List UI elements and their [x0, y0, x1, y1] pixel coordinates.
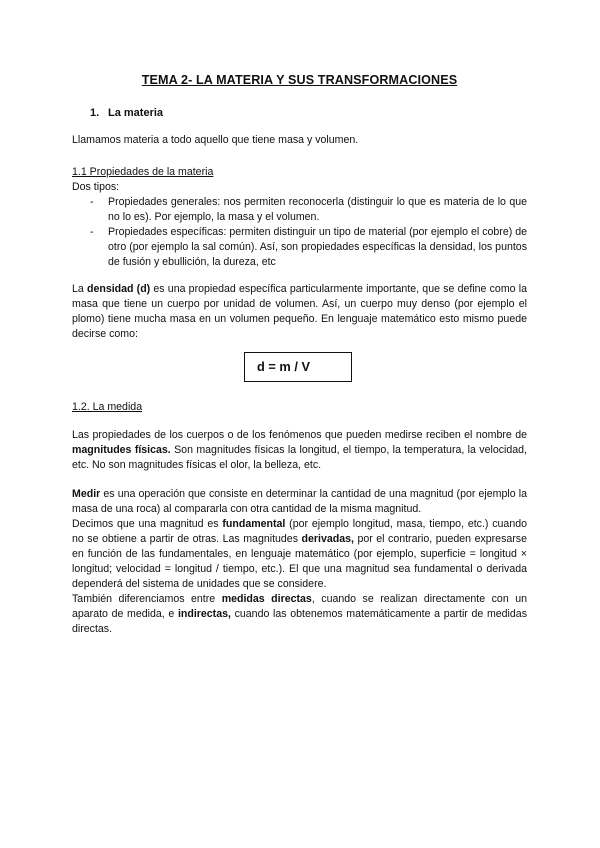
density-term: densidad (d)	[86, 283, 151, 295]
subsection-heading-properties: 1.1 Propiedades de la materia	[72, 166, 214, 178]
indirectas-text-post: cuando las obtenemos matemáticamente a partir de medidas directas.	[72, 608, 527, 635]
directas-term: medidas directas	[221, 593, 312, 605]
density-formula-box: d = m / V	[244, 352, 352, 382]
list-dash: -	[90, 226, 94, 238]
directas-text-mid: , cuando se realizan directamente con un aparato de medida, e	[72, 593, 528, 620]
density-paragraph	[72, 282, 527, 342]
fundamental-term: fundamental	[222, 518, 286, 530]
magnitudes-text-pre: Las propiedades de los cuerpos o de los fenómenos que pueden medirse reciben el nombre de	[72, 429, 527, 441]
document-title: TEMA 2- LA MATERIA Y SUS TRANSFORMACIONES	[141, 73, 458, 87]
list-item-text: Propiedades generales: nos permiten reconocerla (distinguir lo que es materia de lo que no lo es). Por ejemplo, la masa y el volumen.	[108, 196, 527, 223]
density-text-post: es una propiedad específica particularmente importante, que se define como la masa que tiene un cuerpo por unidad de volumen. Así, un cuerpo muy denso (por ejemplo el plomo) tiene mucha masa en un volumen pequeño. En lenguaje matemático esto mismo puede decirse como:	[72, 283, 527, 340]
section-number: 1.	[90, 107, 100, 119]
directas-text-pre: También diferenciamos entre	[72, 593, 222, 605]
magnitudes-text-post: Son magnitudes físicas la longitud, el tiempo, la temperatura, la velocidad, etc. No son magnitudes físicas el olor, la belleza, etc.	[72, 444, 527, 471]
medir-text: es una operación que consiste en determinar la cantidad de una magnitud (por ejemplo la masa de una roca) al compararla con otra cantidad de la misma magnitud.	[72, 488, 527, 515]
derivadas-term: derivadas,	[301, 533, 354, 545]
properties-list	[72, 195, 527, 270]
measure-paragraph	[72, 487, 527, 637]
fundamental-text-pre: Decimos que una magnitud es	[72, 518, 223, 530]
subsection-heading-measure: 1.2. La medida	[72, 401, 143, 413]
fundamental-text-mid: (por ejemplo longitud, masa, tiempo, etc.) cuando no se obtiene a partir de otras. Las magnitudes	[72, 518, 527, 545]
density-text-pre: La	[72, 283, 87, 295]
list-item-text: Propiedades específicas: permiten distinguir un tipo de material (por ejemplo el cobre) de otro (por ejemplo la sal común). Así, son propiedades específicas la densidad, los puntos de fusión y ebullición, la dureza, etc	[108, 226, 527, 268]
magnitudes-term: magnitudes físicas.	[72, 444, 171, 456]
section-heading-text: La materia	[108, 107, 164, 119]
list-dash: -	[90, 196, 94, 208]
medir-term: Medir	[72, 488, 101, 500]
list-item	[72, 225, 527, 270]
indirectas-term: indirectas,	[177, 608, 231, 620]
derivadas-text-post: por el contrario, pueden expresarse en función de las fundamentales, en lenguaje matemático (por ejemplo, superficie = longitud × longitud; velocidad = longitud / tiempo, etc.). El que una magnitud sea fundamental o derivada dependerá del sistema de unidades que se considere.	[72, 533, 527, 590]
section-heading	[90, 107, 163, 119]
magnitudes-paragraph	[72, 428, 527, 473]
intro-paragraph: Llamamos materia a todo aquello que tiene masa y volumen.	[72, 134, 359, 146]
list-item	[72, 195, 527, 225]
types-lead: Dos tipos:	[72, 181, 120, 193]
